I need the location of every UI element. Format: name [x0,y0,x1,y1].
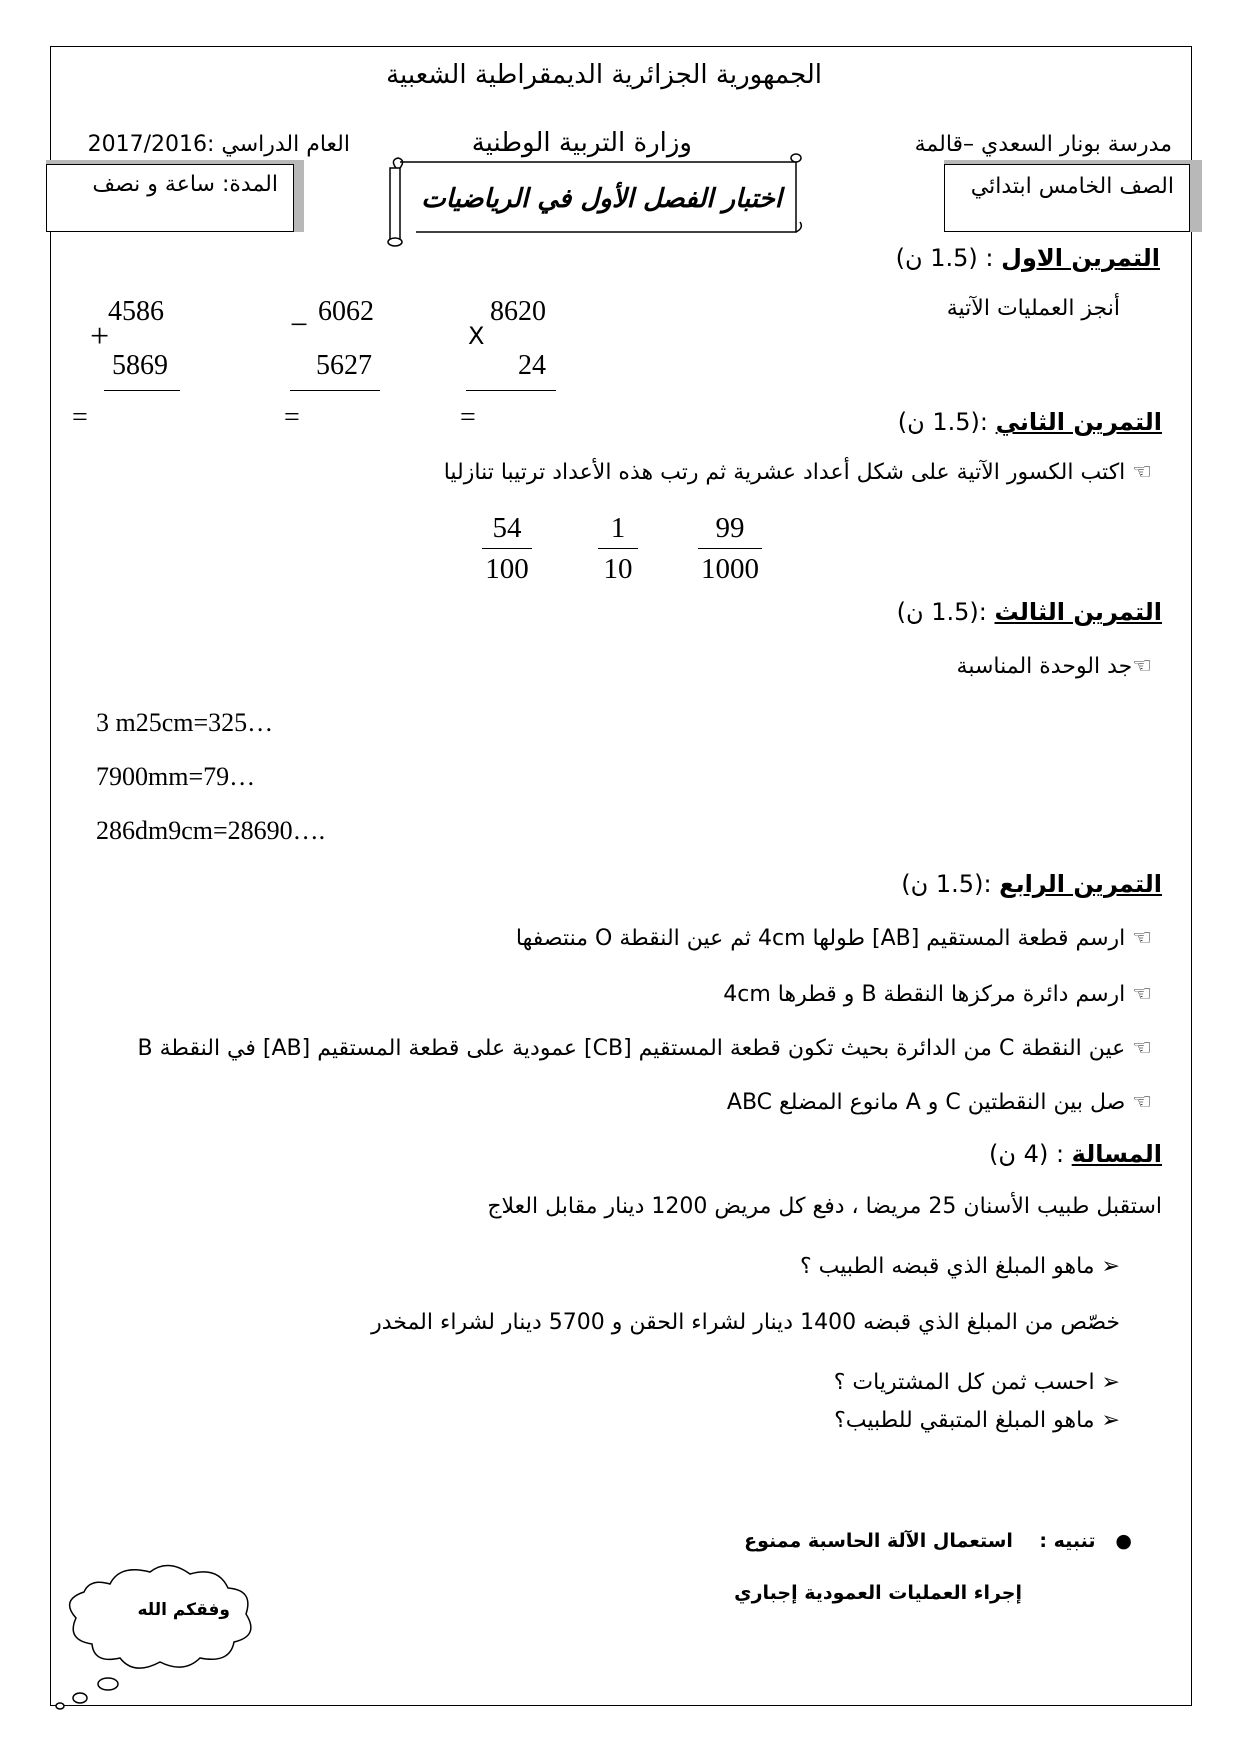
ex4-line-text: عين النقطة C من الدائرة بحيث تكون قطعة المستقيم [CB] عمودية على قطعة المستقيم [AB] في النقطة B [137,1036,1126,1061]
note-2: إجراء العمليات العمودية إجباري [734,1582,1022,1604]
ex3-instruction-row [957,654,1152,679]
cloud-text: وفقكم الله [137,1600,230,1620]
question-text: ماهو المبلغ المتبقي للطبيب؟ [834,1408,1095,1433]
school-year: العام الدراسي :2017/2016 [87,132,350,157]
pointing-hand-icon: ☜ [1125,460,1152,485]
ex4-line-text: صل بين النقطتين C و A مانوع المضلع ABC [726,1090,1126,1115]
bullet-dot-icon: ● [1095,1530,1132,1552]
note-1: استعمال الآلة الحاسبة ممنوع [744,1530,1013,1552]
arrow-bullet-icon: ➢ [1094,1254,1120,1279]
minus-sign: − [290,306,309,342]
fraction-denominator: 1000 [701,553,759,585]
problem-points: : (4 ن) [989,1140,1065,1168]
ex1-instruction: أنجز العمليات الآتية [946,296,1120,321]
equals-sign: = [72,402,88,433]
question [800,1254,1120,1279]
operand-top: 8620 [490,296,546,327]
fraction-bar [698,548,762,549]
ex4-line [516,926,1152,951]
operand-bottom: 24 [518,350,546,381]
ex4-line [138,1036,1152,1061]
equals-sign: = [460,402,476,433]
ex4-line [723,982,1152,1007]
cloud-icon [50,1560,270,1710]
equals-sign: = [284,402,300,433]
fraction [598,512,638,586]
fraction-denominator: 10 [603,553,633,585]
note-row [744,1530,1132,1552]
exam-title: اختبار الفصل الأول في الرياضيات [421,184,782,214]
operand-top: 6062 [318,296,374,327]
arrow-bullet-icon: ➢ [1094,1408,1120,1433]
ex3-heading-row [897,598,1162,626]
ex4-heading-row [901,870,1162,898]
operand-bottom: 5869 [112,350,168,381]
ex1-heading: التمرين الاول [1001,244,1160,272]
box-shadow [1190,160,1202,232]
question [834,1408,1120,1433]
question-text: ماهو المبلغ الذي قبضه الطبيب ؟ [799,1254,1095,1279]
arrow-bullet-icon: ➢ [1094,1370,1120,1395]
plus-sign: + [90,318,110,355]
fraction-numerator: 54 [492,512,522,544]
note-label: تنبيه : [1039,1530,1096,1552]
ex4-line-text: ارسم قطعة المستقيم [AB] طولها 4cm ثم عين النقطة O منتصفها [515,926,1126,951]
fraction-bar [598,548,638,549]
grade-text: الصف الخامس ابتدائي [970,174,1174,199]
ex2-heading: التمرين الثاني [995,408,1162,436]
problem-statement: استقبل طبيب الأسنان 25 مريضا ، دفع كل مريض 1200 دينار مقابل العلاج [487,1194,1162,1219]
operand-bottom: 5627 [316,350,372,381]
fraction-numerator: 1 [610,512,626,544]
ex1-points: : (1.5 ن) [895,244,994,272]
republic-title: الجمهورية الجزائرية الديمقراطية الشعبية [386,60,822,90]
result-line [104,390,180,391]
fraction-denominator: 100 [485,553,529,585]
fraction-bar [482,548,532,549]
box-shadow [294,160,304,232]
ex4-line [727,1090,1152,1115]
ex1-heading-row [896,244,1160,272]
problem-heading: المسالة [1071,1140,1162,1168]
pointing-hand-icon: ☜ [1125,982,1152,1007]
ex3-points: :(1.5 ن) [896,598,987,626]
ex2-heading-row [898,408,1162,436]
times-sign: X [468,322,485,350]
ex2-points: :(1.5 ن) [897,408,988,436]
school-name: مدرسة بونار السعدي –قالمة [914,132,1172,157]
unit-item: 7900mm=79… [96,762,256,791]
ex4-heading: التمرين الرابع [999,870,1162,898]
fraction [482,512,532,586]
fraction [698,512,762,586]
pointing-hand-icon: ☜ [1125,926,1152,951]
problem-statement-2: خصّص من المبلغ الذي قبضه 1400 دينار لشراء الحقن و 5700 دينار لشراء المخدر [371,1310,1120,1335]
ex3-heading: التمرين الثالث [994,598,1162,626]
pointing-hand-icon: ☜ [1125,1036,1152,1061]
ministry-title: وزارة التربية الوطنية [471,128,692,158]
result-line [290,390,380,391]
unit-item: 286dm9cm=28690…. [96,816,326,845]
result-line [466,390,556,391]
ex3-instruction: جد الوحدة المناسبة [956,654,1133,679]
fraction-numerator: 99 [715,512,745,544]
ex4-points: :(1.5 ن) [901,870,992,898]
question [834,1370,1120,1395]
ex2-instruction: اكتب الكسور الآتية على شكل أعداد عشرية ثم رتب هذه الأعداد ترتيبا تنازليا [443,460,1126,485]
duration-text: المدة: ساعة و نصف [92,172,278,197]
unit-item: 3 m25cm=325… [96,708,274,737]
pointing-hand-icon: ☜ [1132,654,1152,679]
operand-top: 4586 [108,296,164,327]
problem-heading-row [989,1140,1162,1168]
ex4-line-text: ارسم دائرة مركزها النقطة B و قطرها 4cm [723,982,1126,1007]
ex2-instruction-row [444,460,1152,485]
pointing-hand-icon: ☜ [1125,1090,1152,1115]
question-text: احسب ثمن كل المشتريات ؟ [833,1370,1095,1395]
